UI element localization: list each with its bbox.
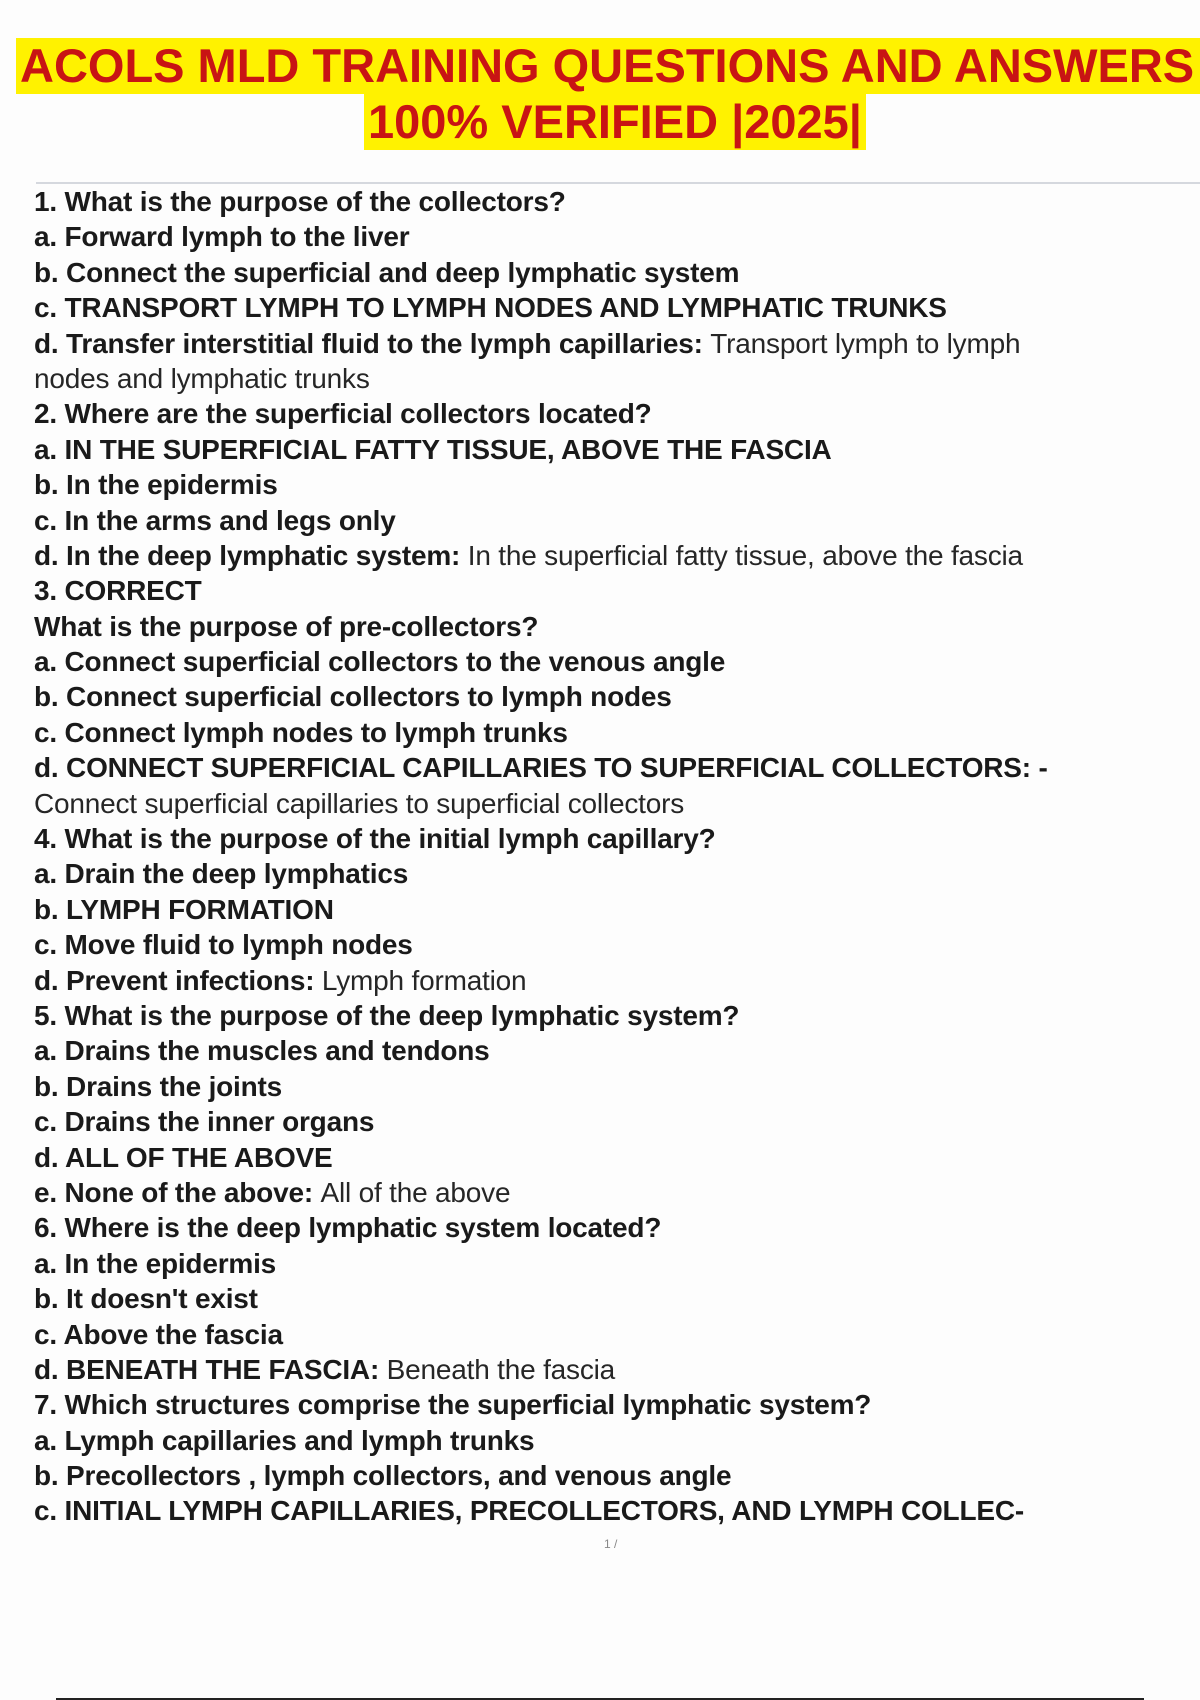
text-line xyxy=(34,856,1200,891)
text-line xyxy=(34,1175,1200,1210)
text-line xyxy=(34,290,1200,325)
text-line xyxy=(34,1104,1200,1139)
bold-text: 3. CORRECT xyxy=(34,575,202,607)
bold-text: c. TRANSPORT LYMPH TO LYMPH NODES AND LYMPHATIC TRUNKS xyxy=(34,292,947,324)
answer-text: Transport lymph to lymph xyxy=(710,327,1021,359)
answer-text: Lymph formation xyxy=(321,964,527,996)
page-number: 1 / xyxy=(604,1537,618,1551)
text-line xyxy=(34,1281,1200,1316)
bold-text: b. Connect the superficial and deep lymphatic system xyxy=(34,256,740,288)
bold-text: a. IN THE SUPERFICIAL FATTY TISSUE, ABOVE THE FASCIA xyxy=(34,433,832,465)
text-line xyxy=(34,1033,1200,1068)
bold-text: c. In the arms and legs only xyxy=(34,504,396,536)
text-line xyxy=(34,892,1200,927)
bold-text: c. Drains the inner organs xyxy=(34,1106,375,1138)
text-line xyxy=(34,361,1200,396)
text-line xyxy=(34,927,1200,962)
answer-text: All of the above xyxy=(320,1176,511,1208)
text-line xyxy=(34,1423,1200,1458)
text-line xyxy=(34,750,1200,785)
bold-text: c. Move fluid to lymph nodes xyxy=(34,929,413,961)
bold-text: a. In the epidermis xyxy=(34,1247,277,1279)
question-list xyxy=(34,184,1200,1529)
text-line xyxy=(34,609,1200,644)
bold-text: c. INITIAL LYMPH CAPILLARIES, PRECOLLECTORS, AND LYMPH COLLEC- xyxy=(34,1495,1024,1527)
bold-text: a. Connect superficial collectors to the venous angle xyxy=(34,646,726,678)
bold-text: d. CONNECT SUPERFICIAL CAPILLARIES TO SUPERFICIAL COLLECTORS: - xyxy=(34,752,1048,784)
text-line xyxy=(34,1246,1200,1281)
text-line xyxy=(34,786,1200,821)
bold-text: c. Above the fascia xyxy=(34,1318,283,1350)
bold-text: a. Drains the muscles and tendons xyxy=(34,1035,490,1067)
text-line xyxy=(34,821,1200,856)
text-line xyxy=(34,573,1200,608)
text-line xyxy=(34,326,1200,361)
bold-text: b. It doesn't exist xyxy=(34,1283,258,1315)
answer-text: Connect superficial capillaries to superficial collectors xyxy=(34,787,685,819)
bold-text: a. Lymph capillaries and lymph trunks xyxy=(34,1424,535,1456)
text-line xyxy=(34,1493,1200,1528)
text-line xyxy=(34,184,1200,219)
answer-text: Beneath the fascia xyxy=(386,1353,616,1385)
bold-text: a. Forward lymph to the liver xyxy=(34,221,410,253)
bold-text: 4. What is the purpose of the initial lymph capillary? xyxy=(34,823,716,855)
text-line xyxy=(34,1210,1200,1245)
bold-text: b. Drains the joints xyxy=(34,1070,283,1102)
text-line xyxy=(34,679,1200,714)
bold-text: b. LYMPH FORMATION xyxy=(34,893,334,925)
bold-text: b. Precollectors , lymph collectors, and venous angle xyxy=(34,1460,732,1492)
document-title-line-2: 100% VERIFIED |2025| xyxy=(364,94,866,150)
bold-text: 7. Which structures comprise the superficial lymphatic system? xyxy=(34,1389,872,1421)
bold-text: e. None of the above: xyxy=(34,1176,321,1208)
bold-text: a. Drain the deep lymphatics xyxy=(34,858,409,890)
text-line xyxy=(34,1317,1200,1352)
bold-text: What is the purpose of pre-collectors? xyxy=(34,610,539,642)
bold-text: 6. Where is the deep lymphatic system located? xyxy=(34,1212,662,1244)
bold-text: 1. What is the purpose of the collectors? xyxy=(34,186,566,217)
text-line xyxy=(34,503,1200,538)
text-line xyxy=(34,219,1200,254)
answer-text: In the superficial fatty tissue, above the fascia xyxy=(467,539,1023,571)
bold-text: b. Connect superficial collectors to lymph nodes xyxy=(34,681,672,713)
text-line xyxy=(34,963,1200,998)
text-line xyxy=(34,1069,1200,1104)
bold-text: 5. What is the purpose of the deep lymphatic system? xyxy=(34,999,740,1031)
text-line xyxy=(34,467,1200,502)
bold-text: d. In the deep lymphatic system: xyxy=(34,539,468,571)
text-line xyxy=(34,1387,1200,1422)
answer-text: nodes and lymphatic trunks xyxy=(34,362,370,394)
text-line xyxy=(34,538,1200,573)
bold-text: c. Connect lymph nodes to lymph trunks xyxy=(34,716,568,748)
bold-text: d. Prevent infections: xyxy=(34,964,322,996)
text-line xyxy=(34,432,1200,467)
text-line xyxy=(34,1458,1200,1493)
text-line xyxy=(34,1352,1200,1387)
bold-text: d. ALL OF THE ABOVE xyxy=(34,1141,333,1173)
text-line xyxy=(34,644,1200,679)
text-line xyxy=(34,715,1200,750)
text-line xyxy=(34,255,1200,290)
bold-text: d. Transfer interstitial fluid to the lymph capillaries: xyxy=(34,327,711,359)
bold-text: d. BENEATH THE FASCIA: xyxy=(34,1353,387,1385)
bold-text: 2. Where are the superficial collectors located? xyxy=(34,398,652,430)
text-line xyxy=(34,1140,1200,1175)
text-line xyxy=(34,396,1200,431)
bold-text: b. In the epidermis xyxy=(34,469,278,501)
text-line xyxy=(34,998,1200,1033)
document-title-line-1: ACOLS MLD TRAINING QUESTIONS AND ANSWERS xyxy=(16,38,1200,94)
